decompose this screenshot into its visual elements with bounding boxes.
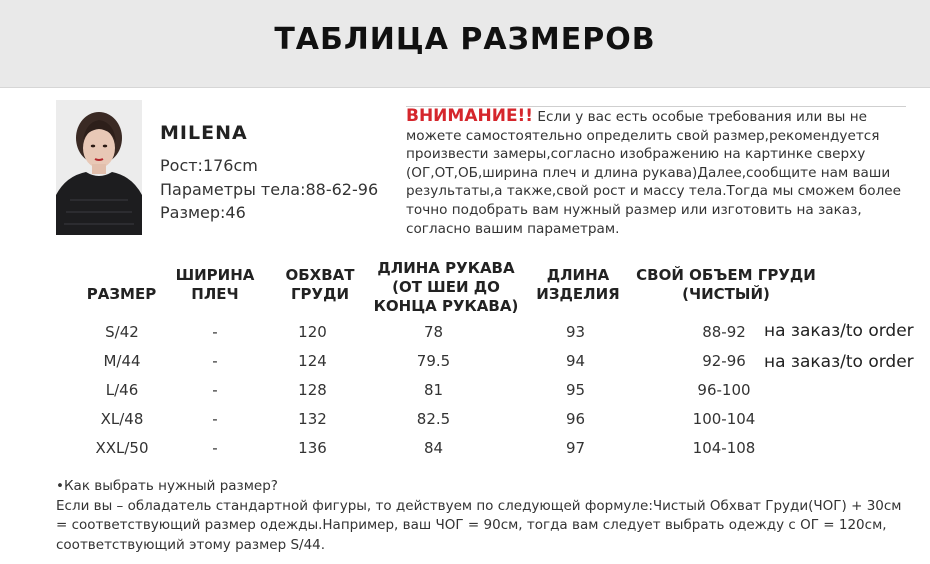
notice-line: произвести замеры,согласно изображению на картинке сверху (406, 146, 866, 163)
header-item-length: ДЛИНА ИЗДЕЛИЯ (536, 266, 620, 303)
notice-line: результаты,а также,свой рост и массу тела.Тогда мы сможем более (406, 183, 901, 200)
cell-shoulder: - (212, 323, 218, 341)
attention-notice (406, 106, 906, 238)
cell-length: 93 (565, 323, 586, 341)
notice-line-text: Если у вас есть особые требования или вы не (537, 109, 867, 125)
cell-length: 96 (565, 410, 586, 428)
cell-shoulder: - (212, 410, 218, 428)
header-size: РАЗМЕР (86, 285, 157, 303)
cell-own-chest: 88-92 (702, 323, 746, 341)
cell-chest: 132 (298, 410, 327, 428)
header-shoulder-width: ШИРИНА ПЛЕЧ (175, 266, 255, 303)
model-name: MILENA (160, 122, 248, 144)
notice-line: (ОГ,ОТ,ОБ,ширина плеч и длина рукава)Далее,сообщите нам ваши (406, 164, 891, 181)
cell-size: M/44 (103, 352, 141, 370)
guide-question: •Как выбрать нужный размер? (56, 478, 278, 494)
model-height: Рост:176cm (160, 156, 258, 175)
cell-own-chest: 92-96 (702, 352, 746, 370)
cell-size: XXL/50 (95, 439, 149, 457)
notice-line: можете самостоятельно определить свой размер,рекомендуется (406, 127, 880, 144)
cell-chest: 136 (298, 439, 327, 457)
cell-shoulder: - (212, 439, 218, 457)
cell-size: S/42 (105, 323, 139, 341)
model-params: Параметры тела:88-62-96 (160, 180, 379, 199)
cell-sleeve: 84 (423, 439, 444, 457)
model-photo (56, 100, 142, 235)
page-title: ТАБЛИЦА РАЗМЕРОВ (274, 22, 656, 57)
cell-sleeve: 79.5 (416, 352, 451, 370)
header-sleeve-length: ДЛИНА РУКАВА (ОТ ШЕИ ДО КОНЦА РУКАВА) (373, 259, 519, 315)
cell-chest: 124 (298, 352, 327, 370)
header-chest: ОБХВАТ ГРУДИ (285, 266, 355, 303)
cell-size: XL/48 (100, 410, 144, 428)
header-own-chest: СВОЙ ОБЪЕМ ГРУДИ (ЧИСТЫЙ) (636, 266, 816, 303)
model-portrait-image (56, 100, 142, 235)
notice-line: точно подобрать вам нужный размер или изготовить на заказ, (406, 201, 862, 218)
cell-length: 95 (565, 381, 586, 399)
title-banner (0, 0, 930, 88)
cell-sleeve: 78 (423, 323, 444, 341)
cell-own-chest: 96-100 (697, 381, 751, 399)
notice-line: согласно вашим параметрам. (406, 220, 620, 237)
guide-line: = соответствующий размер одежды.Например, ваш ЧОГ = 90см, тогда вам следует выбрать одежду с ОГ = 120см, (56, 517, 887, 534)
cell-chest: 128 (298, 381, 327, 399)
cell-length: 94 (565, 352, 586, 370)
cell-size: L/46 (105, 381, 139, 399)
guide-line: Если вы – обладатель стандартной фигуры, то действуем по следующей формуле:Чистый Обхват Груди(ЧОГ) + 30см (56, 497, 902, 514)
cell-own-chest: 100-104 (692, 410, 756, 428)
model-card (56, 100, 389, 235)
cell-sleeve: 81 (423, 381, 444, 399)
attention-label: ВНИМАНИЕ!! (406, 106, 534, 126)
cell-length: 97 (565, 439, 586, 457)
notice-line (406, 107, 906, 127)
order-note: на заказ/to order (764, 321, 914, 341)
model-size: Размер:46 (160, 203, 246, 222)
sizing-guide (56, 477, 916, 556)
order-note: на заказ/to order (764, 352, 914, 372)
cell-shoulder: - (212, 352, 218, 370)
cell-own-chest: 104-108 (692, 439, 756, 457)
cell-sleeve: 82.5 (416, 410, 451, 428)
cell-chest: 120 (298, 323, 327, 341)
guide-line: соответствующий этому размер S/44. (56, 537, 326, 554)
cell-shoulder: - (212, 381, 218, 399)
